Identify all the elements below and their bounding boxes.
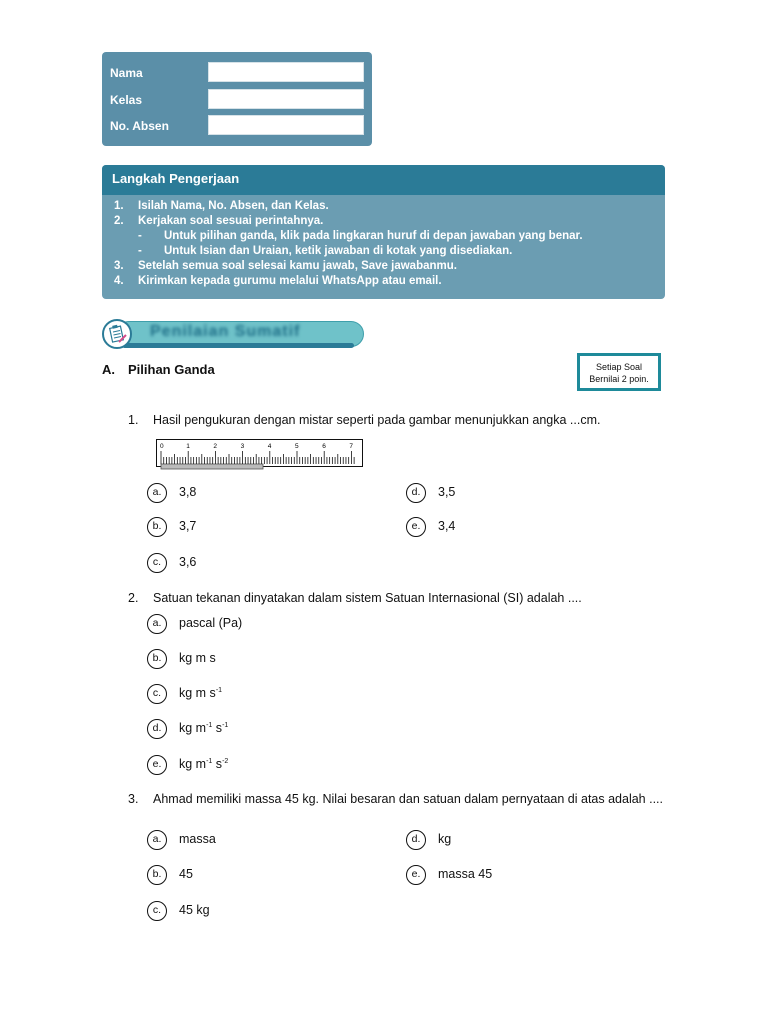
instruction-subitem xyxy=(112,229,655,244)
instruction-item xyxy=(112,274,655,289)
ruler-label: 5 xyxy=(295,443,299,450)
step-number: 1. xyxy=(114,200,124,212)
absen-field[interactable] xyxy=(208,115,364,135)
exponent: -1 xyxy=(206,757,213,765)
option-circle[interactable]: d. xyxy=(406,830,426,850)
step-bullet: - xyxy=(138,245,142,257)
measured-object xyxy=(161,464,263,469)
option-circle[interactable]: e. xyxy=(406,517,426,537)
option-text: massa 45 xyxy=(438,867,493,881)
name-field[interactable] xyxy=(208,62,364,82)
option-circle[interactable]: b. xyxy=(147,865,167,885)
class-label: Kelas xyxy=(110,93,143,107)
step-text: Untuk pilihan ganda, klik pada lingkaran huruf di depan jawaban yang benar. xyxy=(164,230,583,242)
option-text: kg m s xyxy=(179,651,216,665)
name-row xyxy=(102,62,372,84)
name-label: Nama xyxy=(110,66,143,80)
ruler-label: 0 xyxy=(160,443,164,450)
ruler-label: 6 xyxy=(322,443,326,450)
class-field[interactable] xyxy=(208,89,364,109)
option-circle[interactable]: c. xyxy=(147,553,167,573)
step-text: Untuk Isian dan Uraian, ketik jawaban di kotak yang disediakan. xyxy=(164,245,513,257)
ruler-label: 1 xyxy=(186,443,190,450)
option-circle[interactable]: e. xyxy=(406,865,426,885)
absen-label: No. Absen xyxy=(110,119,169,133)
ruler-label: 2 xyxy=(213,443,218,450)
absen-row xyxy=(102,115,372,137)
exponent: -1 xyxy=(206,721,213,729)
instruction-item xyxy=(112,214,655,229)
part-letter: A. xyxy=(102,362,115,377)
question-number: 1. xyxy=(128,413,139,427)
question-text: Satuan tekanan dinyatakan dalam sistem Satuan Internasional (SI) adalah .... xyxy=(153,591,582,605)
unit-part: s xyxy=(212,721,223,735)
option-text: 3,4 xyxy=(438,519,456,533)
section-banner-underline xyxy=(122,343,354,348)
exponent: -1 xyxy=(222,721,229,729)
unit-base: kg m s xyxy=(179,686,216,700)
option-text: 3,6 xyxy=(179,555,197,569)
step-text: Kerjakan soal sesuai perintahnya. xyxy=(138,215,324,227)
step-number: 4. xyxy=(114,275,124,287)
part-title: Pilihan Ganda xyxy=(128,362,215,377)
option-circle[interactable]: a. xyxy=(147,614,167,634)
option-circle[interactable]: d. xyxy=(406,483,426,503)
points-note-line2: Bernilai 2 poin. xyxy=(589,374,649,384)
points-note-line1: Setiap Soal xyxy=(595,362,643,372)
option-text: pascal (Pa) xyxy=(179,616,243,630)
step-text: Isilah Nama, No. Absen, dan Kelas. xyxy=(138,200,329,212)
option-circle[interactable]: c. xyxy=(147,901,167,921)
identity-panel xyxy=(102,52,372,146)
option-text: massa xyxy=(179,832,216,846)
part-heading xyxy=(102,362,215,377)
exponent: -1 xyxy=(215,686,223,694)
option-text: 3,8 xyxy=(179,485,197,499)
question-text: Hasil pengukuran dengan mistar seperti pada gambar menunjukkan angka ...cm. xyxy=(153,413,601,427)
question-number: 2. xyxy=(128,591,139,605)
ruler-label: 7 xyxy=(349,443,354,450)
clipboard-icon xyxy=(102,319,132,349)
question-number: 3. xyxy=(128,792,139,806)
instruction-item xyxy=(112,199,655,214)
instruction-subitem xyxy=(112,244,655,259)
option-text xyxy=(179,721,228,735)
instruction-item xyxy=(112,259,655,274)
option-circle[interactable]: e. xyxy=(147,755,167,775)
section-banner xyxy=(102,319,364,347)
ruler-label: 3 xyxy=(240,443,245,450)
option-circle[interactable]: a. xyxy=(147,830,167,850)
option-text: 3,5 xyxy=(438,485,456,499)
option-text: 3,7 xyxy=(179,519,197,533)
unit-base: kg m xyxy=(179,721,207,735)
instructions-list xyxy=(102,195,665,289)
option-circle[interactable]: b. xyxy=(147,649,167,669)
instructions-title: Langkah Pengerjaan xyxy=(102,165,665,195)
option-text xyxy=(179,757,228,771)
option-text: 45 kg xyxy=(179,903,210,917)
exponent: -2 xyxy=(222,757,229,765)
question-text: Ahmad memiliki massa 45 kg. Nilai besaran dan satuan dalam pernyataan di atas adalah .... xyxy=(153,792,664,806)
unit-base: kg m xyxy=(179,757,207,771)
step-text: Setelah semua soal selesai kamu jawab, Save jawabanmu. xyxy=(138,260,457,272)
option-circle[interactable]: a. xyxy=(147,483,167,503)
points-note xyxy=(577,353,661,391)
section-title: Penilaian Sumatif xyxy=(150,323,301,340)
option-circle[interactable]: b. xyxy=(147,517,167,537)
step-text: Kirimkan kepada gurumu melalui WhatsApp atau email. xyxy=(138,275,442,287)
option-circle[interactable]: d. xyxy=(147,719,167,739)
option-circle[interactable]: c. xyxy=(147,684,167,704)
option-text: kg xyxy=(438,832,452,846)
step-bullet: - xyxy=(138,230,142,242)
class-row xyxy=(102,89,372,111)
instructions-panel xyxy=(102,165,665,299)
step-number: 3. xyxy=(114,260,124,272)
option-text: 45 xyxy=(179,867,193,881)
ruler-figure xyxy=(156,439,364,471)
option-text xyxy=(179,686,222,700)
ruler-label: 4 xyxy=(267,443,272,450)
unit-part: s xyxy=(212,757,223,771)
step-number: 2. xyxy=(114,215,124,227)
